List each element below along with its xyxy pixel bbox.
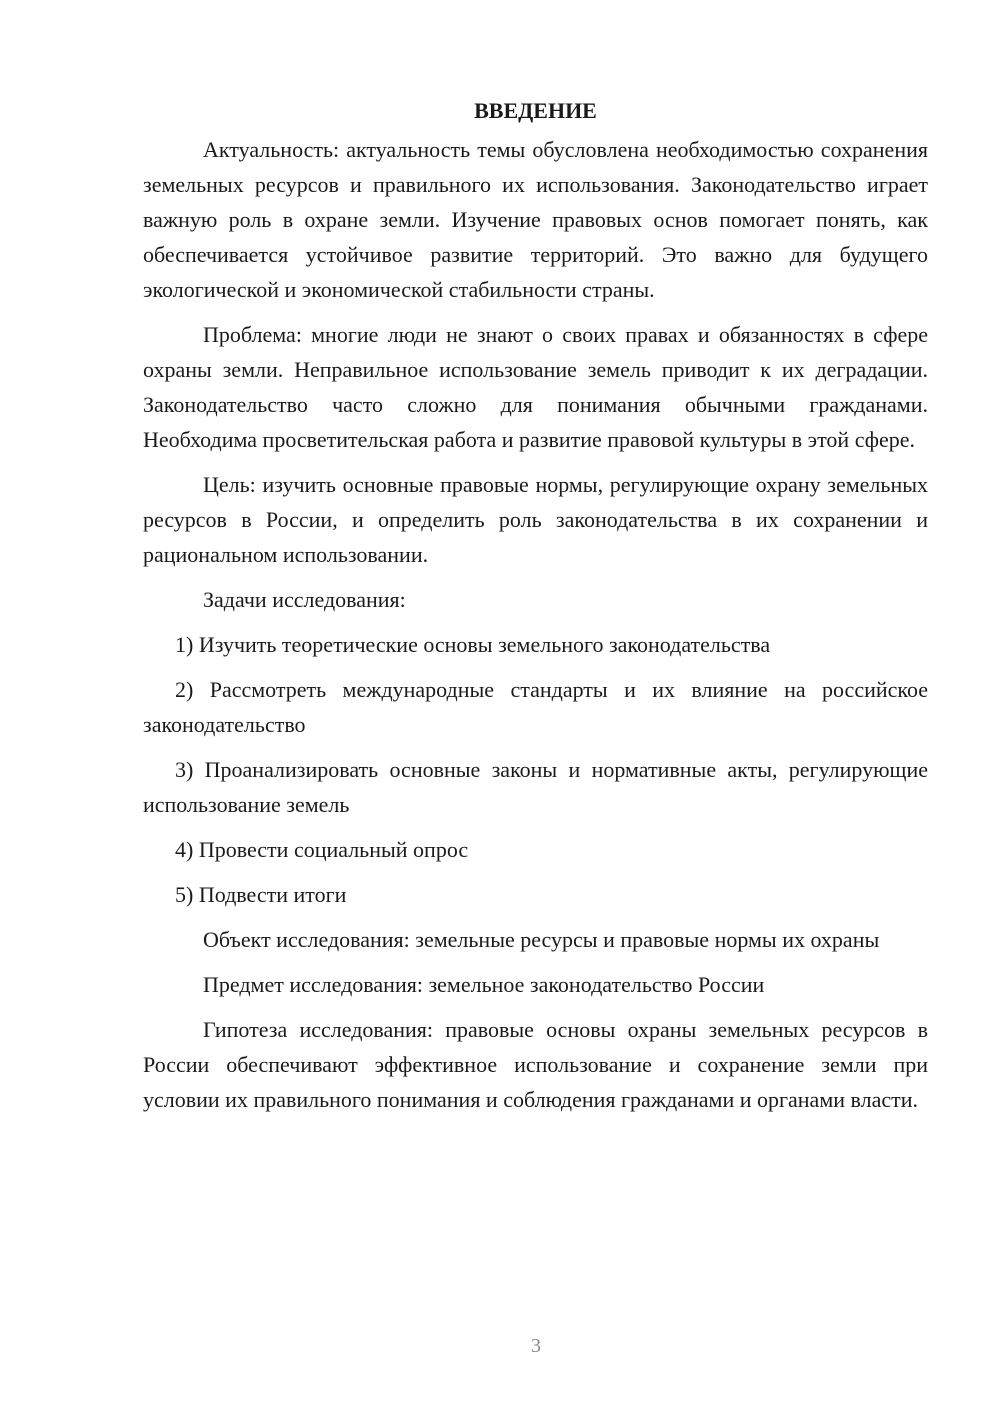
paragraph-tasks-heading: Задачи исследования: (203, 587, 406, 612)
page-title: ВВЕДЕНИЕ (474, 98, 597, 123)
paragraph-object: Объект исследования: земельные ресурсы и правовые нормы их охраны (203, 927, 880, 952)
page-number: 3 (531, 1335, 541, 1357)
task-item-4: 4) Провести социальный опрос (175, 837, 469, 862)
paragraph-subject: Предмет исследования: земельное законодательство России (203, 972, 765, 997)
paragraph-goal: Цель: изучить основные правовые нормы, регулирующие охрану земельных ресурсов в России, и определить роль законодательства в их сохранении и рациональном использовании. (143, 472, 928, 567)
task-item-2: 2) Рассмотреть международные стандарты и их влияние на российское законодательство (143, 677, 928, 737)
paragraph-hypothesis: Гипотеза исследования: правовые основы охраны земельных ресурсов в России обеспечивают эффективное использование и сохранение земли при условии их правильного понимания и соблюдения гражданами и органами власти. (143, 1017, 928, 1112)
task-item-5: 5) Подвести итоги (175, 882, 347, 907)
paragraph-relevance: Актуальность: актуальность темы обусловлена необходимостью сохранения земельных ресурсов и правильного их использования. Законодательство играет важную роль в охране земли. Изучение правовых основ помогает понять, как обеспечивается устойчивое развитие территорий. Это важно для будущего экологической и экономической стабильности страны. (143, 137, 928, 302)
document-page (143, 96, 928, 1127)
task-item-1: 1) Изучить теоретические основы земельного законодательства (175, 632, 771, 657)
task-item-3: 3) Проанализировать основные законы и нормативные акты, регулирующие использование земель (143, 757, 928, 817)
paragraph-problem: Проблема: многие люди не знают о своих правах и обязанностях в сфере охраны земли. Неправильное использование земель приводит к их деградации. Законодательство часто сложно для понимания обычными гражданами. Необходима просветительская работа и развитие правовой культуры в этой сфере. (143, 322, 928, 452)
